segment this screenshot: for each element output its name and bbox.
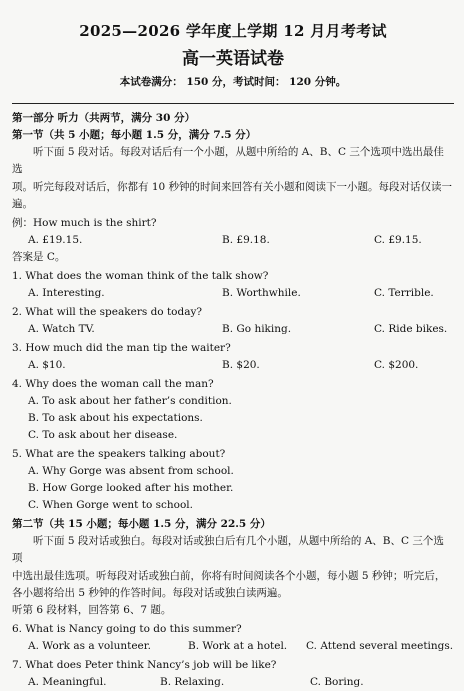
section1-instructions-line1: 听下面 5 段对话。每段对话后有一个小题，从题中所给的 A、B、C 三个选项中选出最佳选 xyxy=(12,146,444,175)
option-c: C. $200. xyxy=(374,359,419,371)
section2-instructions-line1: 听下面 5 段对话或独白。每段对话或独白后有几个小题，从题中所给的 A、B、C 三个选项 xyxy=(12,535,444,564)
question-7: 7. What does Peter think Nancy’s job will be like? xyxy=(12,659,277,671)
section2-instructions-line3: 各小题将给出 5 秒钟的作答时间。每段对话或独白读两遍。 xyxy=(12,587,288,599)
question-1-options xyxy=(12,285,454,302)
option-a: A. To ask about her father’s condition. xyxy=(28,395,232,407)
exam-subject-title: 高一英语试卷 xyxy=(182,49,284,69)
example-option-c: C. £9.15. xyxy=(374,234,422,246)
option-a: A. $10. xyxy=(28,359,66,371)
option-b: B. Relaxing. xyxy=(160,676,225,688)
example-option-b: B. £9.18. xyxy=(222,234,270,246)
option-c: C. Boring. xyxy=(310,676,364,688)
section1-heading: 第一节（共 5 小题；每小题 1.5 分，满分 7.5 分） xyxy=(12,129,257,141)
question-5: 5. What are the speakers talking about? xyxy=(12,448,226,460)
option-a: A. Why Gorge was absent from school. xyxy=(28,465,234,477)
section1-instructions-line3: 遍。 xyxy=(12,198,33,210)
option-c: C. Attend several meetings. xyxy=(306,640,454,652)
option-b: B. Go hiking. xyxy=(222,323,292,335)
option-b: B. $20. xyxy=(222,359,260,371)
part1-heading: 第一部分 听力（共两节，满分 30 分） xyxy=(12,112,196,124)
question-7-options xyxy=(12,674,454,691)
question-3-options xyxy=(12,357,454,374)
option-b: B. Work at a hotel. xyxy=(188,640,288,652)
question-4: 4. Why does the woman call the man? xyxy=(12,378,214,390)
section1-instructions-line2: 项。听完每段对话后，你都有 10 秒钟的时间来回答有关小题和阅读下一小题。每段对话仅读一 xyxy=(12,181,453,193)
section2-instructions-line2: 中选出最佳选项。听每段对话或独白前，你将有时间阅读各个小题，每小题 5 秒钟；听完后， xyxy=(12,570,446,582)
example-answer: 答案是 C。 xyxy=(12,251,66,263)
option-a: A. Interesting. xyxy=(28,287,105,299)
example-options xyxy=(12,232,454,249)
option-a: A. Work as a volunteer. xyxy=(28,640,151,652)
question-6-options xyxy=(12,638,454,655)
option-c: C. When Gorge went to school. xyxy=(28,499,193,511)
option-a: A. Meaningful. xyxy=(28,676,107,688)
option-c: C. Ride bikes. xyxy=(374,323,448,335)
option-b: B. To ask about his expectations. xyxy=(28,412,203,424)
example-question: 例：How much is the shirt? xyxy=(12,217,157,229)
option-b: B. How Gorge looked after his mother. xyxy=(28,482,234,494)
question-1: 1. What does the woman think of the talk show? xyxy=(12,270,269,282)
option-b: B. Worthwhile. xyxy=(222,287,301,299)
example-option-a: A. £19.15. xyxy=(28,234,83,246)
header-divider xyxy=(12,103,454,104)
material-note: 听第 6 段材料，回答第 6、7 题。 xyxy=(12,604,172,616)
option-a: A. Watch TV. xyxy=(28,323,95,335)
option-c: C. Terrible. xyxy=(374,287,434,299)
section2-heading: 第二节（共 15 小题；每小题 1.5 分，满分 22.5 分） xyxy=(12,518,271,530)
question-6: 6. What is Nancy going to do this summer? xyxy=(12,623,242,635)
exam-title: 2025—2026 学年度上学期 12 月月考考试 xyxy=(79,22,387,40)
exam-meta: 本试卷满分： 150 分，考试时间： 120 分钟。 xyxy=(119,76,347,88)
question-3: 3. How much did the man tip the waiter? xyxy=(12,342,231,354)
question-2: 2. What will the speakers do today? xyxy=(12,306,203,318)
question-2-options xyxy=(12,321,454,338)
option-c: C. To ask about her disease. xyxy=(28,429,178,441)
